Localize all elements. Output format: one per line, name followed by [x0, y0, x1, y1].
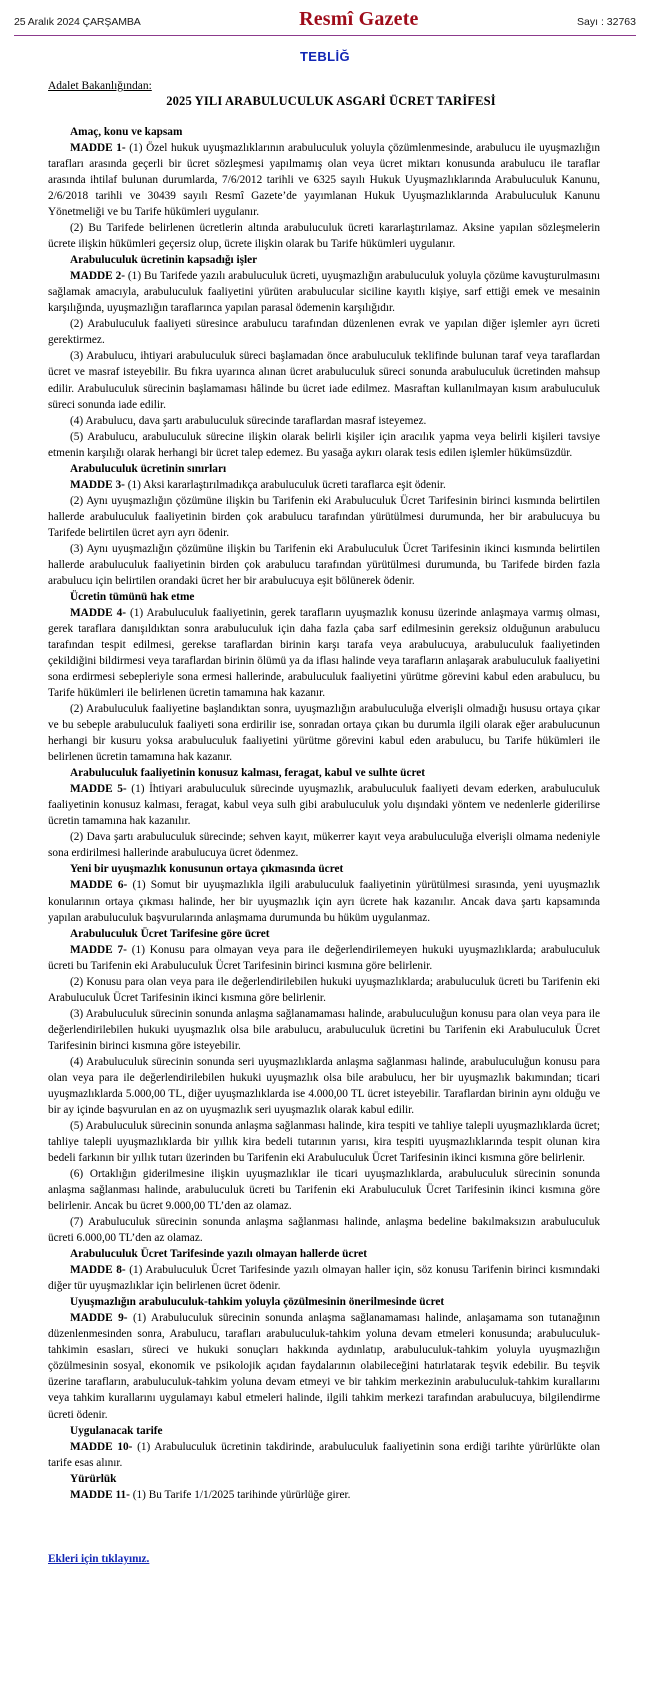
article-paragraph-lead — [48, 140, 600, 220]
article-number: MADDE 3- — [70, 478, 125, 491]
article-heading: Uygulanacak tarife — [70, 1424, 163, 1437]
masthead — [0, 0, 650, 33]
article-text: (1) Konusu para olmayan veya para ile değerlendirilemeyen hukuki uyuşmazlıklarda; arabuluculuk ücreti bu Tarifenin eki Arabuluculuk Ücret Tarifesinin birinci kısmına göre belirlenir. — [48, 943, 600, 972]
issuing-authority: Adalet Bakanlığından: — [48, 80, 152, 92]
article-number: MADDE 1- — [70, 142, 126, 155]
article-paragraph: (5) Arabulucu, arabuluculuk sürecine ilişkin olarak belirli kişiler için aracılık yapma veya belirli kişileri tavsiye etmenin karşılığı olarak herhangi bir ücret talep edemez. Bu yasağa aykırı olarak tesis edilen işlemler hükümsüzdür. — [48, 430, 600, 459]
article-paragraph-lead — [48, 1310, 600, 1422]
article-heading: Arabuluculuk Ücret Tarifesine göre ücret — [70, 927, 270, 940]
article-heading: Arabuluculuk ücretinin kapsadığı işler — [70, 254, 258, 267]
article-paragraph: (2) Bu Tarifede belirlenen ücretlerin altında arabuluculuk ücreti kararlaştırılamaz. Aksine yapılan sözleşmelerin ücrete ilişkin hükümleri geçersiz olup, ücrete ilişkin olarak bu Tarife hükümleri uygulanır. — [48, 222, 600, 251]
publication-date: 25 Aralık 2024 ÇARŞAMBA — [14, 16, 141, 28]
article-number: MADDE 11- — [70, 1488, 130, 1501]
gazette-title: Resmî Gazete — [299, 8, 419, 30]
issuer-line — [48, 76, 600, 94]
issue-number: Sayı : 32763 — [577, 16, 636, 28]
article-paragraph-lead — [48, 268, 600, 316]
article-paragraph: (2) Aynı uyuşmazlığın çözümüne ilişkin bu Tarifenin eki Arabuluculuk Ücret Tarifesinin birinci kısmında belirtilen hallerde arabuluculuk faaliyetinin birden çok arabulucu tarafından yürütülmesi durumunda, her bir arabulucuya bu Tarifede belirtilen ücret ayrı ayrı ödenir. — [48, 494, 600, 539]
attachments-link[interactable]: Ekleri için tıklayınız. — [48, 1552, 150, 1565]
document-body — [0, 76, 650, 1503]
article-paragraph: (2) Konusu para olan veya para ile değerlendirilebilen hukuki uyuşmazlıklarda; arabuluculuk ücreti bu Tarifenin eki Arabuluculuk Ücret Tarifesinin ikinci kısmına göre belirlenir. — [48, 975, 600, 1004]
article-text: (1) Somut bir uyuşmazlıkla ilgili arabuluculuk faaliyetinin yürütülmesi sırasında, yeni uyuşmazlık konularının ortaya çıkması halinde, her bir uyuşmazlık için ayrı ücrete hak kazanılır. Ancak dava şartı kapsamında yapılan arabuluculuk başvurularında anlaşmama durumunda bu hüküm uygulanmaz. — [48, 879, 600, 924]
article-text: (1) İhtiyari arabuluculuk sürecinde uyuşmazlık, arabuluculuk faaliyeti devam ederken, arabuluculuk faaliyetinin konusuz kalması, feragat, kabul veya sulh gibi arabuluculuk yolu dışındaki yöntem ve nedenlerle giderilirse ücretin tamamına hak kazanılır. — [48, 783, 600, 828]
article-paragraph: (2) Arabuluculuk faaliyetine başlandıktan sonra, uyuşmazlığın arabuluculuğa elverişli olmadığı hususu ortaya çıkar ve bu sebeple arabuluculuk faaliyeti sona erdirilir ise, sonradan ortaya çıkan bu durumla ilgili olarak eğer arabulucunun herhangi bir kusuru yoksa arabuluculuk faaliyetini yürütme görevini kabul eden arabulucu, bu Tarife hükümleri ile belirlenen ücretin tamamına hak kazanır. — [48, 703, 600, 764]
article-paragraph-lead — [48, 605, 600, 701]
article-paragraph: (2) Dava şartı arabuluculuk sürecinde; sehven kayıt, mükerrer kayıt veya arabuluculuğa elverişli olmama nedeniyle sona erdirilmesi hallerinde arabulucuya ücret ödenmez. — [48, 831, 600, 860]
article-paragraph-lead — [48, 477, 600, 493]
article-text: (1) Özel hukuk uyuşmazlıklarının arabuluculuk yoluyla çözümlenmesinde, arabulucu ile uyuşmazlığın tarafları arasında geçerli bir ücret sözleşmesi yapılmamış olan veya ücret miktarı konusunda arabulucu ile taraflar arasında ihtilaf bulunan durumlarda, 7/6/2012 tarihli ve 6325 sayılı Hukuk Uyuşmazlıklarında Arabuluculuk Kanunu, 2/6/2018 tarihli ve 30439 sayılı Resmî Gazete’de yayımlanan Hukuk Uyuşmazlıklarında Arabuluculuk Kanunu Yönetmeliği ve bu Tarife hükümleri uygulanır. — [48, 142, 600, 219]
article-text: (1) Arabuluculuk ücretinin takdirinde, arabuluculuk faaliyetinin sona erdiği tarihte yürürlükte olan tarife esas alınır. — [48, 1440, 600, 1469]
article-number: MADDE 8- — [70, 1264, 126, 1277]
article-text: (1) Bu Tarifede yazılı arabuluculuk ücreti, uyuşmazlığın arabuluculuk yoluyla çözüme kavuşturulmasını sağlamak amacıyla, arabuluculuk faaliyetini yürüten arabulucular siciline kayıtlı kişiye, sarf ettiği emek ve mesainin karşılığında, uyuşmazlığın taraflarınca yapılan parasal ödemenin karşılığıdır. — [48, 270, 600, 315]
article-paragraph: (7) Arabuluculuk sürecinin sonunda anlaşma sağlanması halinde, anlaşma bedeline bakılmaksızın arabuluculuk ücreti 6.000,00 TL’den az olamaz. — [48, 1216, 600, 1245]
article-paragraph: (5) Arabuluculuk sürecinin sonunda anlaşma sağlanması halinde, kira tespiti ve tahliye talepli uyuşmazlıklarda ücret; tahliye talepli uyuşmazlıklarda bir yıllık kira bedeli tutarının yarısı, kira tespiti uyuşmazlıklarında tespit olunan kira bedeli farkının bir yıllık tutarı üzerinden bu Tarifenin eki Arabuluculuk Ücret Tarifesinin ikinci kısmına göre belirlenir. — [48, 1119, 600, 1164]
article-text: (1) Arabuluculuk faaliyetinin, gerek tarafların uyuşmazlık konusu üzerinde anlaşmaya varmış olması, gerek taraflara danışıldıktan sonra arabuluculuk için daha fazla çaba sarf edilmesinin gereksiz olduğunun arabulucu tarafından tespit edilmesi, gerekse taraflardan birinin karşı tarafa veya arabulucuya, arabuluculuk faaliyetinden çekildiğini bildirmesi veya taraflardan birinin ölümü ya da iflası halinde veya tarafların anlaşarak arabuluculuk faaliyetini sona erdirmesi sebepleriyle sona ermesi hallerinde, arabuluculuk faaliyetini yürütme görevini kabul eden arabulucu, bu Tarife hükümleri ile belirlenen ücretin tamamına hak kazanır. — [48, 606, 600, 700]
article-heading: Yeni bir uyuşmazlık konusunun ortaya çıkmasında ücret — [70, 863, 344, 876]
article-number: MADDE 7- — [70, 943, 127, 956]
article-heading: Arabuluculuk faaliyetinin konusuz kalması, feragat, kabul ve sulhte ücret — [70, 767, 426, 780]
article-text: (1) Arabuluculuk Ücret Tarifesinde yazılı olmayan haller için, söz konusu Tarifenin birinci kısmındaki diğer tür uyuşmazlıklar için belirlenen ücret ödenir. — [48, 1264, 600, 1293]
article-heading: Ücretin tümünü hak etme — [70, 590, 195, 603]
section-label: TEBLİĞ — [299, 49, 351, 64]
article-heading: Arabuluculuk Ücret Tarifesinde yazılı olmayan hallerde ücret — [70, 1248, 368, 1261]
article-number: MADDE 6- — [70, 879, 128, 892]
article-heading: Amaç, konu ve kapsam — [70, 126, 183, 138]
article-paragraph: (6) Ortaklığın giderilmesine ilişkin uyuşmazlıklar ile ticari uyuşmazlıklarda, arabuluculuk sürecinin sonunda anlaşma sağlanması halinde, arabuluculuk ücreti bu Tarifenin eki Arabuluculuk Ücret Tarifesinin ikinci kısmına göre belirlenir. Ancak bu ücret 9.000,00 TL’den az olamaz. — [48, 1168, 600, 1213]
article-blocks — [48, 124, 600, 1503]
document-title: 2025 YILI ARABULUCULUK ASGARİ ÜCRET TARİFESİ — [166, 94, 496, 108]
masthead-divider — [14, 35, 636, 36]
article-number: MADDE 5- — [70, 783, 127, 796]
article-text: (1) Bu Tarife 1/1/2025 tarihinde yürürlüğe girer. — [129, 1488, 351, 1501]
article-paragraph: (3) Aynı uyuşmazlığın çözümüne ilişkin bu Tarifenin eki Arabuluculuk Ücret Tarifesinin ikinci kısmında belirtilen hallerde arabuluculuk faaliyetinin birden çok arabulucu tarafından yürütülmesi durumunda, bu Tarifede birden fazla arabulucu için belirtilen orandaki ücret her bir arabulucuya eşit bölünerek ödenir. — [48, 542, 600, 587]
article-paragraph-lead — [48, 781, 600, 829]
article-heading: Arabuluculuk ücretinin sınırları — [70, 462, 227, 475]
article-paragraph-lead — [48, 942, 600, 974]
article-paragraph-lead — [48, 877, 600, 925]
article-paragraph-lead — [48, 1439, 600, 1471]
article-text: (1) Arabuluculuk sürecinin sonunda anlaşma sağlanamaması halinde, anlaşamama son tutanağının düzenlenmesinden sonra, Arabulucu, tarafları arabuluculuk-tahkim yoluna devam etmeleri konusunda; arabuluculuk-tahkimin esasları, süreci ve hukuki sonuçları hakkında aydınlatıp, arabuluculuk-tahkim yoluyla uyuşmazlığın çözülmesinin sosyal, ekonomik ve psikolojik açıdan faydalarının olabileceğini hatırlatarak teşvik edebilir. Bu teşvik üzerine tarafların, arabuluculuk-tahkim yoluna devam etmeyi ve bir tahkim merkezinin arabuluculuk-tahkim kurallarını veya tahkim kurallarını uygulamayı kabul etmeleri halinde, ilgili tahkim merkezi tarafından arabulucuya, bilgilendirme ücreti ödenir. — [48, 1312, 600, 1421]
article-number: MADDE 2- — [70, 270, 125, 283]
article-paragraph: (4) Arabulucu, dava şartı arabuluculuk sürecinde taraflardan masraf isteyemez. — [70, 414, 427, 427]
article-paragraph: (3) Arabulucu, ihtiyari arabuluculuk süreci başlamadan önce arabuluculuk teklifinde bulunan taraf veya taraflardan ücret ve masraf isteyebilir. Bu fıkra uyarınca alınan ücret arabuluculuk süreci sonunda arabuluculuk ücretinden mahsup edilir. Arabuluculuk sürecinin başlamaması hâlinde bu ücret iade edilmez. Masraftan kullanılmayan kısım arabuluculuk süreci sonunda iade edilir. — [48, 350, 600, 411]
article-number: MADDE 10- — [70, 1440, 133, 1453]
article-paragraph-lead — [48, 1487, 600, 1503]
article-number: MADDE 4- — [70, 606, 127, 619]
article-paragraph: (3) Arabuluculuk sürecinin sonunda anlaşma sağlanamaması halinde, arabuluculuğun konusu para olan veya para ile değerlendirilebilen hukuki uyuşmazlık olsa bile arabulucu, arabuluculuk ücretini bu Tarifenin eki Arabuluculuk Ücret Tarifesinin birinci kısmına göre isteyebilir. — [48, 1007, 600, 1052]
article-heading: Yürürlük — [70, 1472, 117, 1485]
article-paragraph: (4) Arabuluculuk sürecinin sonunda seri uyuşmazlıklarda anlaşma sağlanması halinde, arabuluculuğun konusu para olan veya para ile değerlendirilebilen hukuki uyuşmazlık olsa bile arabulucu, her bir uyuşmazlık bakımından; ticari uyuşmazlıklarda 5.000,00 TL, diğer uyuşmazlıklarda ise 4.000,00 TL ücret isteyebilir. Taraflardan birinin aynı olduğu ve bir ay içinde başvurulan en az on uyuşmazlık seri uyuşmazlık olarak kabul edilir. — [48, 1055, 600, 1116]
article-number: MADDE 9- — [70, 1312, 128, 1325]
article-paragraph: (2) Arabuluculuk faaliyeti süresince arabulucu tarafından düzenlenen evrak ve yapılan diğer işlemler ayrı ücreti gerektirmez. — [48, 318, 600, 347]
article-text: (1) Aksi kararlaştırılmadıkça arabuluculuk ücreti taraflarca eşit ödenir. — [124, 478, 446, 491]
article-heading: Uyuşmazlığın arabuluculuk-tahkim yoluyla çözülmesinin önerilmesinde ücret — [70, 1296, 445, 1309]
footer — [0, 1549, 650, 1567]
article-paragraph-lead — [48, 1262, 600, 1294]
